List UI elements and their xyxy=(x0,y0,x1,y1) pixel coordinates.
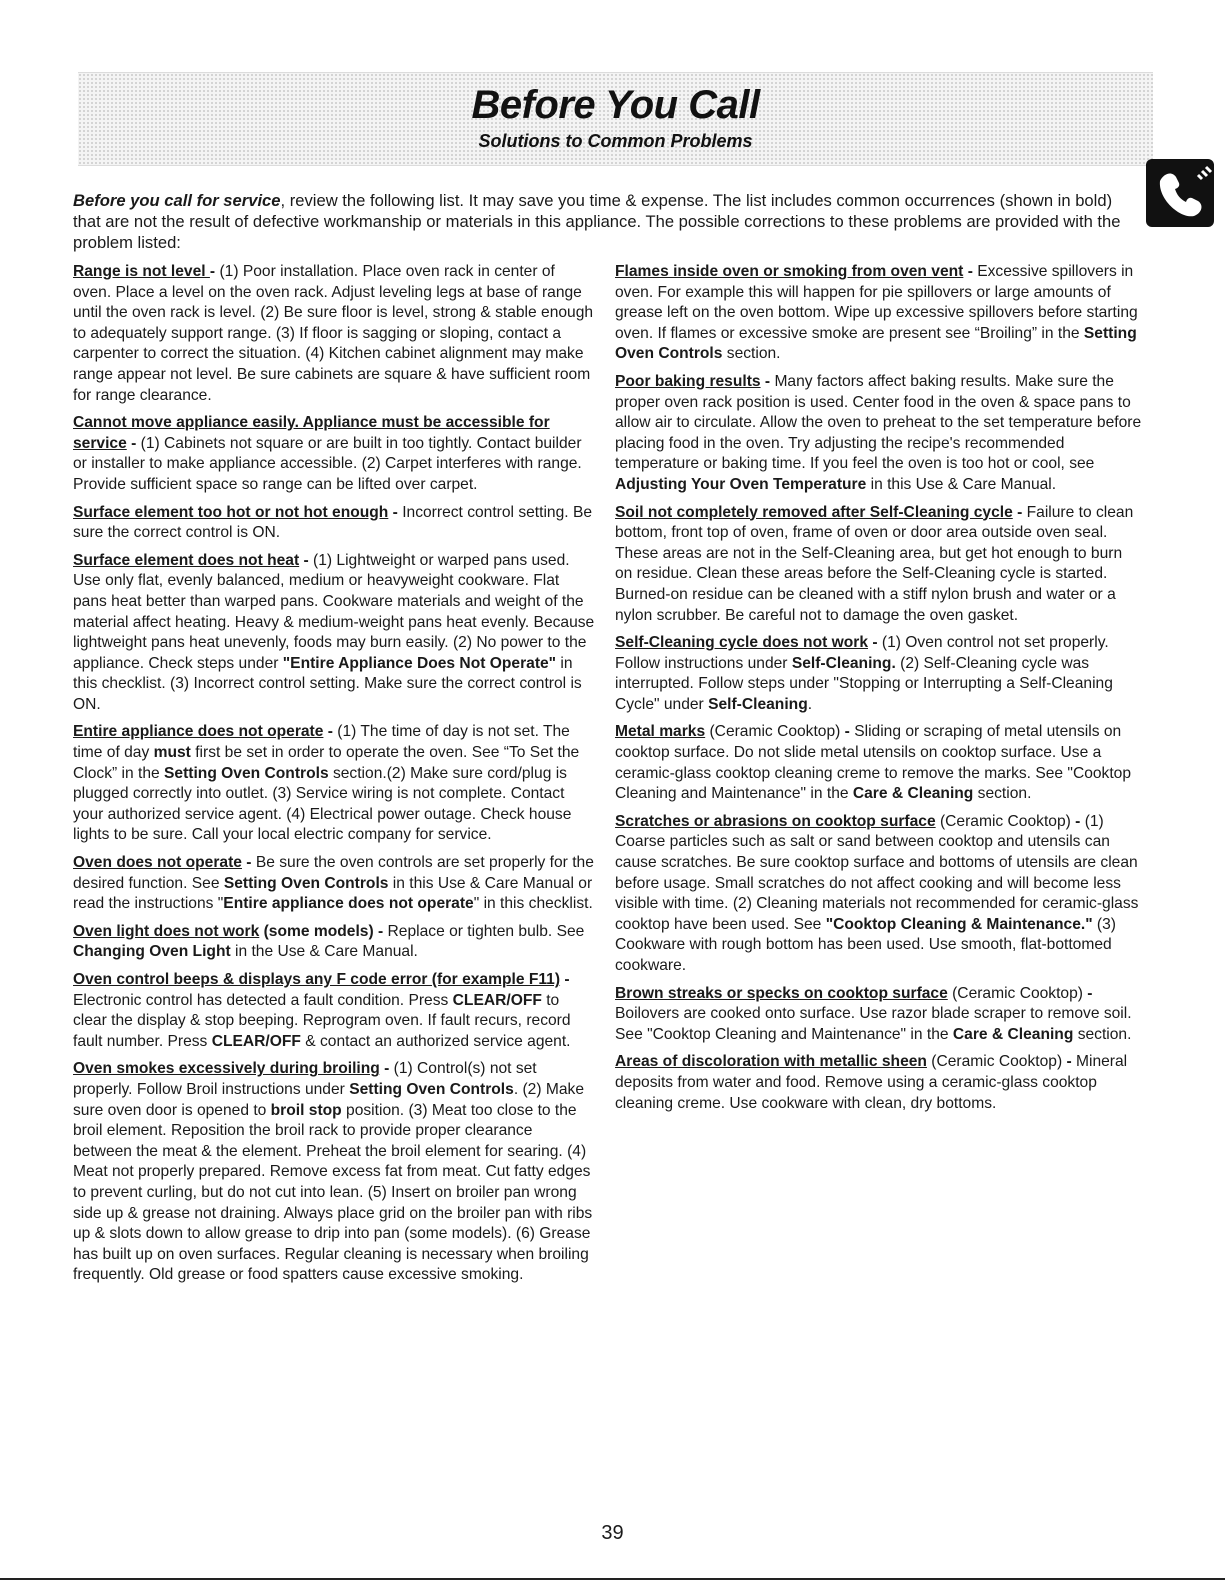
problem-heading: Entire appliance does not operate xyxy=(73,723,324,741)
problem-qualifier: (Ceramic Cooktop) xyxy=(705,723,841,741)
right-column xyxy=(615,262,1143,1121)
problem-entry xyxy=(73,1059,595,1286)
problem-heading: Areas of discoloration with metallic sheen xyxy=(615,1053,927,1071)
solution-text: Excessive spillovers in oven. For example this will happen for pie spillovers or large amounts of grease left on the oven bottom. Wipe up excessive spillovers before starting oven. If flames or excessive smoke are present see “Broiling” in the xyxy=(615,263,1138,342)
bold-reference: Self-Cleaning xyxy=(708,695,808,713)
solution-text: (1) Control(s) not set properly. Follow Broil instructions under xyxy=(73,1060,537,1098)
solution-text: Sliding or scraping of metal utensils on cooktop surface. Do not slide metal utensils on cooktop surface. Use a ceramic-glass cooktop cleaning creme to remove the marks. See "Cooktop Cleaning and Maintenance" in the xyxy=(615,723,1132,803)
solution-text: Boilovers are cooked onto surface. Use razor blade scraper to remove soil. See "Cooktop Cleaning and Maintenance" in the xyxy=(615,1005,1132,1043)
separator-dash: - xyxy=(1070,812,1085,830)
solution-text: section. xyxy=(973,785,1032,803)
solution-text: in this Use & Care Manual. xyxy=(866,475,1057,493)
solution-text: to clear the display & stop beeping. Reprogram oven. If fault recurs, record fault number. Press xyxy=(73,991,571,1050)
page-title: Before You Call xyxy=(471,83,760,127)
problem-heading: Scratches or abrasions on cooktop surface xyxy=(615,812,936,830)
separator-dash: - xyxy=(126,434,141,452)
separator-dash: - xyxy=(241,854,256,872)
problem-entry xyxy=(615,812,1143,977)
solution-text: Failure to clean bottom, front top of oven, frame of oven or door area outside oven seal. These areas are not in the Self-Cleaning area, but get hot enough to burn on residue. Clean these areas before the Self-Cleaning cycle is started. Burned-on residue can be cleaned with a stiff nylon brush and water or a nylon scrubber. Be careful not to damage the oven gasket. xyxy=(615,503,1134,624)
solution-text: section. xyxy=(1073,1025,1132,1043)
separator-dash: - xyxy=(868,634,882,652)
problem-entry xyxy=(73,413,595,495)
bold-reference: Self-Cleaning. xyxy=(791,654,896,672)
phone-handset-icon xyxy=(1146,159,1214,227)
problem-entry xyxy=(615,262,1143,365)
solution-text: (1) Cabinets not square or are built in too tightly. Contact builder or installer to make appliance accessible. (2) Carpet interferes with range. Provide sufficient space so range can be lifted over carpet. xyxy=(73,434,582,493)
solution-text: (3) Cookware with rough bottom has been used. Use smooth, flat-bottomed cookware. xyxy=(615,915,1116,974)
problem-entry xyxy=(73,970,595,1052)
problem-heading: Cannot move appliance easily. Appliance must be accessible for service xyxy=(73,414,550,452)
solution-text: section.(2) Make sure cord/plug is plugged correctly into outlet. (3) Service wiring is not complete. Contact your authorized service agent. (4) Electrical power outage. Check house lights to be sure. Call your local electric company for service. xyxy=(73,764,572,844)
solution-text: Replace or tighten bulb. See xyxy=(387,922,585,940)
problem-heading: Surface element does not heat xyxy=(73,551,300,569)
problem-entry xyxy=(615,503,1143,627)
left-column xyxy=(73,262,595,1293)
problem-entry xyxy=(73,262,595,406)
separator-dash: - xyxy=(323,723,338,741)
separator-dash: - xyxy=(760,372,775,390)
solution-text: in this Use & Care Manual or read the instructions " xyxy=(73,874,593,913)
intro-paragraph xyxy=(73,190,1143,253)
bold-reference: "Cooktop Cleaning & Maintenance." xyxy=(825,915,1093,933)
separator-dash: - xyxy=(1012,503,1027,521)
problem-heading: Metal marks xyxy=(615,723,706,741)
problem-heading: Oven control beeps & displays any F code error (for example F11) xyxy=(73,971,561,988)
separator-dash: - xyxy=(840,723,855,741)
solution-text: in the Use & Care Manual. xyxy=(230,943,418,961)
header-banner xyxy=(78,72,1153,166)
problem-heading: Flames inside oven or smoking from oven vent xyxy=(615,263,964,280)
bold-reference: Changing Oven Light xyxy=(73,943,231,961)
problem-entry xyxy=(615,1052,1143,1114)
solution-text: (1) Coarse particles such as salt or sand between cooktop and utensils can cause scratches. Be sure cooktop surface and bottoms of utensils are clean before usage. Small scratches do not affect cooking and will become less visible with time. (2) Cleaning materials not recommended for ceramic-glass cooktop have been used. See xyxy=(615,812,1139,933)
page-subtitle: Solutions to Common Problems xyxy=(478,131,753,151)
solution-text: . xyxy=(807,695,813,713)
bold-reference: Care & Cleaning xyxy=(852,785,974,803)
problem-entry xyxy=(73,722,595,846)
separator-dash: - xyxy=(963,263,978,280)
bold-reference: CLEAR/OFF xyxy=(452,991,542,1009)
solution-text: Electronic control has detected a fault condition. Press xyxy=(73,991,453,1009)
intro-lead: Before you call for service xyxy=(73,191,281,210)
solution-text: (2) Self-Cleaning cycle was interrupted. Follow steps under "Stopping or Interrupting a Self-Cleaning Cycle" under xyxy=(615,654,1113,713)
problem-entry xyxy=(615,372,1143,496)
solution-text: Incorrect control setting. Be sure the correct control is ON. xyxy=(73,503,593,542)
separator-dash: - xyxy=(1062,1053,1076,1071)
problem-entry xyxy=(615,722,1143,804)
bold-reference: must xyxy=(153,744,191,762)
bold-reference: Setting Oven Controls xyxy=(164,764,329,782)
solution-text: . (2) Make sure oven door is opened to xyxy=(73,1080,584,1119)
problem-heading: Soil not completely removed after Self-Cleaning cycle xyxy=(615,503,1013,521)
bold-reference: "Entire Appliance Does Not Operate" xyxy=(282,654,557,672)
solution-text: position. (3) Meat too close to the broil element. Reposition the broil rack to provide proper clearance between the meat & the element. Preheat the broil element for searing. (4) Meat not properly prepared. Remove excess fat from meat. Cut fatty edges to prevent curling, but do not cut into lean. (5) Insert on broiler pan wrong side up & grease not draining. Always place grid on the broiler pan with ribs up & slots down to allow grease to drip into pan (some models). (6) Grease has built up on oven surfaces. Regular cleaning is necessary when broiling frequently. Old grease or food spatters cause excessive smoking. xyxy=(73,1101,593,1284)
problem-entry xyxy=(73,551,595,716)
separator-dash: - xyxy=(560,971,570,988)
bold-reference: CLEAR/OFF xyxy=(211,1032,301,1050)
solution-text: section. xyxy=(722,345,781,363)
page-number: 39 xyxy=(601,1522,624,1544)
problem-entry xyxy=(615,984,1143,1046)
bold-reference: broil stop xyxy=(270,1101,342,1119)
bold-reference: Entire appliance does not operate xyxy=(223,895,474,913)
separator-dash: - xyxy=(388,503,403,521)
solution-text: Be sure the oven controls are set properly for the desired function. See xyxy=(73,854,594,892)
bold-reference: Adjusting Your Oven Temperature xyxy=(615,475,867,493)
problem-qualifier: (Ceramic Cooktop) xyxy=(926,1053,1063,1071)
problem-heading: Oven smokes excessively during broiling xyxy=(73,1060,380,1078)
problem-heading: Range is not level xyxy=(73,263,210,280)
solution-text: (1) The time of day is not set. The time of day xyxy=(73,723,570,762)
problem-entry xyxy=(73,922,595,963)
bold-reference: Setting Oven Controls xyxy=(349,1080,514,1098)
separator-dash: - xyxy=(299,551,314,569)
separator-dash: - xyxy=(1082,984,1093,1002)
problem-heading: Poor baking results xyxy=(615,372,761,390)
solution-text: " in this checklist. xyxy=(473,895,593,913)
problem-qualifier: (Ceramic Cooktop) xyxy=(947,984,1083,1002)
solution-text: in this checklist. (3) Incorrect control setting. Make sure the correct control is ON. xyxy=(73,654,582,713)
separator-dash: - xyxy=(209,263,220,280)
solution-text: (1) Lightweight or warped pans used. Use only flat, evenly balanced, medium or heavyweight cookware. Flat pans heat better than warped pans. Cookware materials and weight of the material affect heating. Heavy & medium-weight pans heat evenly. Because lightweight pans heat unevenly, foods may burn easily. (2) No power to the appliance. Check steps under xyxy=(73,551,595,672)
problem-heading: Surface element too hot or not hot enough xyxy=(73,503,389,521)
problem-qualifier: (some models) xyxy=(259,922,374,940)
problem-heading: Brown streaks or specks on cooktop surface xyxy=(615,984,948,1002)
solution-text: Many factors affect baking results. Make sure the proper oven rack position is used. Center food in the oven & space pans to allow air to circulate. Allow the oven to preheat to the set temperature before placing food in the oven. Try adjusting the recipe's recommended temperature or baking time. If you feel the oven is too hot or cool, see xyxy=(615,372,1142,473)
solution-text: Mineral deposits from water and food. Remove using a ceramic-glass cooktop cleaning creme. Use cookware with clean, dry bottoms. xyxy=(615,1053,1128,1112)
problem-heading: Oven does not operate xyxy=(73,854,242,872)
solution-text: (1) Oven control not set properly. Follow instructions under xyxy=(615,634,1109,672)
intro-text: , review the following list. It may save you time & expense. The list includes common occurrences (shown in bold) that are not the result of defective workmanship or materials in this appliance. The possible corrections to these problems are provided with the problem listed: xyxy=(73,191,1121,252)
problem-entry xyxy=(73,503,595,544)
problem-entry xyxy=(73,853,595,915)
separator-dash: - xyxy=(379,1060,394,1078)
bold-reference: Setting Oven Controls xyxy=(223,874,389,892)
problem-entry xyxy=(615,633,1143,715)
bottom-rule xyxy=(0,1578,1225,1580)
solution-text: & contact an authorized service agent. xyxy=(300,1032,571,1050)
bold-reference: Setting Oven Controls xyxy=(615,324,1137,363)
problem-qualifier: (Ceramic Cooktop) xyxy=(935,812,1071,830)
solution-text: first be set in order to operate the oven. See “To Set the Clock” in the xyxy=(73,744,580,782)
problem-heading: Oven light does not work xyxy=(73,922,260,940)
problem-heading: Self-Cleaning cycle does not work xyxy=(615,634,869,652)
separator-dash: - xyxy=(373,922,388,940)
solution-text: (1) Poor installation. Place oven rack in center of oven. Place a level on the oven rack. Adjust leveling legs at base of range until the oven rack is level. (2) Be sure floor is level, strong & stable enough to adequately support range. (3) If floor is sagging or sloping, contact a carpenter to correct the situation. (4) Kitchen cabinet alignment may make range appear not level. Be sure cabinets are square & have sufficient room for range clearance. xyxy=(73,263,594,404)
bold-reference: Care & Cleaning xyxy=(952,1025,1074,1043)
